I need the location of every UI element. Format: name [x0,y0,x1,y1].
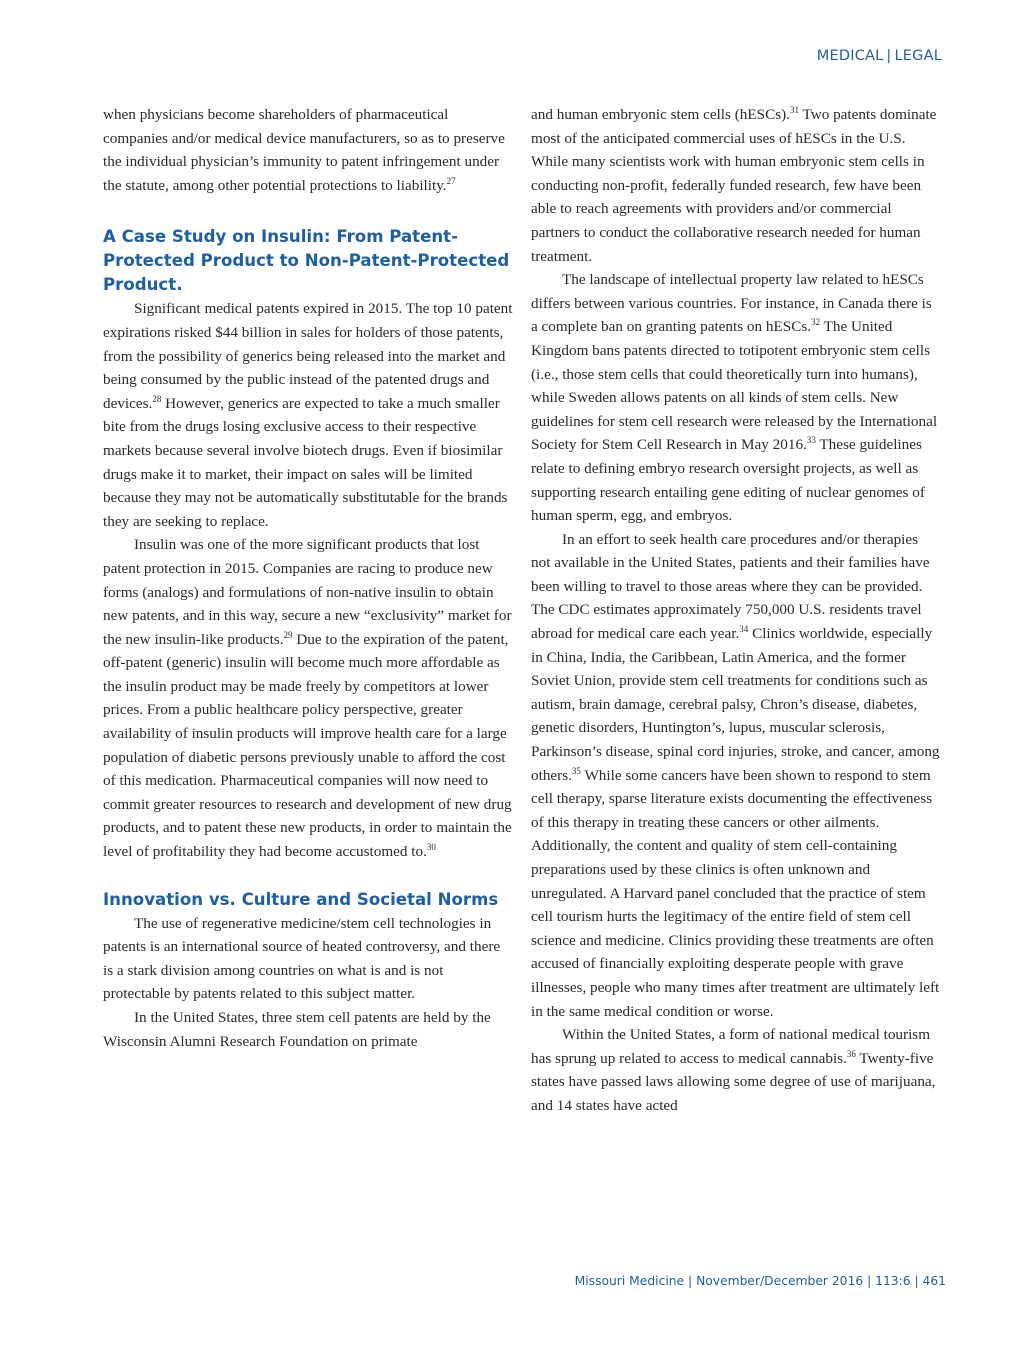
section-heading-innovation: Innovation vs. Culture and Societal Norms [103,889,499,909]
paragraph: The use of regenerative medicine/stem cell technologies in patents is an international source of heated controversy, and there is a stark division among countries on what is and is not protectable by patents related to this subject matter. [103,914,501,1003]
section-heading-insulin: A Case Study on Insulin: From Patent-Protected Product to Non-Patent-Protected Product. [103,227,510,295]
footnote-ref: 33 [806,435,816,446]
footnote-ref: 36 [846,1048,856,1059]
paragraph: Significant medical patents expired in 2015. The top 10 patent expirations risked $44 billion in sales for holders of those patents, from the possibility of generics being released into the market and being consumed by the public instead of the patented drugs and devices.$^{28}$ However, generics are expected to take a much smaller bite from the drugs losing exclusive access to their respective markets because several involve biotech drugs. Even if biosimilar drugs make it to market, their impact on sales will be limited because they may not be automatically substitutable for the brands they are seeking to replace. [103,300,513,530]
left-column [103,103,513,1053]
footnote-ref: 34 [739,624,749,634]
right-column [531,103,941,1118]
paragraph: and human embryonic stem cells (hESCs).$^{31}$ Two patents dominate most of the anticipated commercial uses of hESCs in the U.S. While many scientists work with human embryonic stem cells in conducting non-profit, federally funded research, few have been able to reach agreements with providers and/or commercial partners to conduct the collaborative research needed for human treatment. [531,104,937,265]
paragraph: In the United States, three stem cell patents are held by the Wisconsin Alumni Research Foundation on primate [103,1009,491,1050]
footnote-ref: 29 [283,629,293,640]
page-footer: Missouri Medicine | November/December 2016 | 113:6 | 461 [574,1274,946,1288]
footnote-ref: 28 [152,393,162,404]
footnote-ref: 32 [811,317,821,328]
header-subsection: LEGAL [894,48,942,64]
paragraph: when physicians become shareholders of pharmaceutical companies and/or medical device manufacturers, so as to preserve the individual physician’s immunity to patent infringement under the statute, among other potential protections to liability.$^{27}$ [103,106,505,194]
paragraph: The landscape of intellectual property law related to hESCs differs between various countries. For instance, in Canada there is a complete ban on granting patents on hESCs.$^{32}$ The United Kingdom bans patents directed to totipotent embryonic stem cells (i.e., those stem cells that could theoretically turn into humans), while Sweden allows patents on all kinds of stem cells. New guidelines for stem cell research were released by the International Society for Stem Cell Research in May 2016.33 These guidelines relate to defining embryo research oversight projects, as well as supporting research entailing gene editing of nuclear genomes of human sperm, egg, and embryos. [531,271,938,525]
footnote-ref: 35 [571,765,581,776]
running-header [817,48,942,64]
paragraph: Insulin was one of the more significant products that lost patent protection in 2015. Companies are racing to produce new forms (analogs) and formulations of non-native insulin to obtain new patents, and in this way, secure a new “exclusivity” market for the new insulin-like products.$^{29}$ Due to the expiration of the patent, off-patent (generic) insulin will become much more affordable as the insulin product may be made freely by competitors at lower prices. From a public healthcare policy perspective, greater availability of insulin products will improve health care for a large population of diabetic persons previously unable to afford the cost of this medication. Pharmaceutical companies will now need to commit greater resources to research and development of new drug products, and to patent these new products, in order to maintain the level of profitability they had become accustomed to.$^{30}$ [103,536,512,861]
header-separator: | [886,48,892,64]
header-section: MEDICAL [816,48,884,64]
paragraph: Within the United States, a form of national medical tourism has sprung up related to access to medical cannabis.$^{36}$ Twenty-five states have passed laws allowing some degree of use of marijuana, and 14 states have acted [531,1026,936,1114]
paragraph: In an effort to seek health care procedures and/or therapies not available in the United States, patients and their families have been willing to travel to those areas where they can be provided. The CDC estimates approximately 750,000 U.S. residents travel abroad for medical care each year.$^{34}$ Clinics worldwide, especially in China, India, the Caribbean, Latin America, and the former Soviet Union, provide stem cell treatments for conditions such as autism, brain damage, cerebral palsy, Chron’s disease, diabetes, genetic disorders, Huntington’s, lupus, muscular sclerosis, Parkinson’s disease, spinal cord injuries, stroke, and cancer, among others.$^{35}$ While some cancers have been shown to respond to stem cell therapy, sparse literature exists documenting the effectiveness of this therapy in treating these cancers or other ailments. Additionally, the content and quality of stem cell-containing preparations used by these clinics is often unknown and unregulated. A Harvard panel concluded that the practice of stem cell tourism hurts the legitimacy of the entire field of stem cell science and medicine. Clinics providing these treatments are often accused of financially exploiting desperate people with grave illnesses, people who many times after treatment are ultimately left in the same medical condition or worse. [531,530,940,1020]
footnote-ref: 31 [789,104,799,115]
footnote-ref: 27 [446,175,456,186]
footnote-ref: 30 [426,841,436,852]
